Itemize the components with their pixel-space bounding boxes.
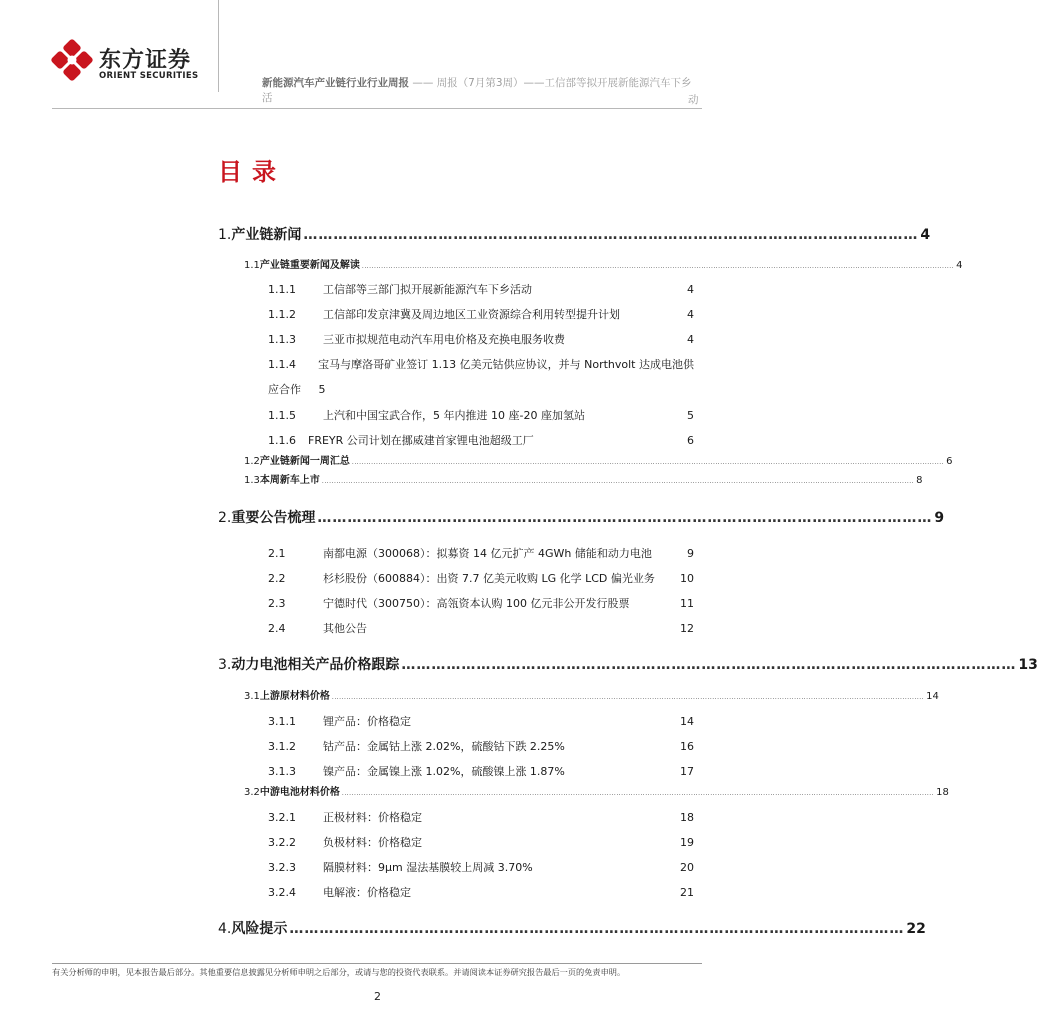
toc-entry-number: 2.4 (268, 622, 286, 635)
toc-entry-number: 2.1 (268, 547, 286, 560)
toc-entry-title: 上游原材料价格 (259, 691, 330, 702)
toc-entry[interactable] (268, 620, 694, 636)
toc-entry-title: 宁德时代（300750）：高瓴资本认购 100 亿元非公开发行股票 (323, 597, 630, 610)
toc-entry-page: 13 (1018, 657, 1038, 673)
toc-entry-page: 19 (680, 836, 694, 849)
toc-entry-title: 正极材料：价格稳定 (323, 811, 422, 824)
toc-entry-title: 重要公告梳理 (231, 510, 316, 526)
orient-logo-icon (52, 40, 92, 80)
footer-rule (52, 963, 702, 964)
toc-entry-title: 隔膜材料：9μm 湿法基膜较上周减 3.70% (323, 861, 533, 874)
toc-entry[interactable] (268, 407, 694, 423)
toc-entry-number: 3.2.1 (268, 811, 296, 824)
toc-entry-number: 1.1.5 (268, 409, 296, 422)
toc-entry-number: 3.1.3 (268, 765, 296, 778)
toc-entry-title: 其他公告 (323, 622, 367, 635)
toc-entry-page: 8 (916, 475, 923, 486)
toc-entry-number: 3.1 (244, 691, 260, 702)
toc-entry-number: 2. (218, 510, 232, 526)
toc-title: 目录 (218, 158, 286, 186)
toc-entry-page: 4 (687, 283, 694, 296)
toc-entry-title: 动力电池相关产品价格跟踪 (231, 657, 400, 673)
toc-entry-title: 南都电源（300068）：拟募资 14 亿元扩产 4GWh 储能和动力电池 (323, 547, 652, 560)
toc-entry[interactable] (268, 545, 694, 561)
toc-leader-dots: …………………………………………………………………………………………………………… (289, 921, 905, 937)
toc-entry-title: FREYR 公司计划在挪威建首家锂电池超级工厂 (308, 434, 534, 447)
toc-entry-number: 4. (218, 921, 232, 937)
toc-entry[interactable] (268, 306, 694, 322)
toc-entry-number: 1.3 (244, 475, 260, 486)
toc-leader-dots: ...................................................................................................................................................................................................................................................... (361, 263, 955, 270)
toc-entry-title: 锂产品：价格稳定 (323, 715, 411, 728)
toc-entry-page: 6 (946, 456, 953, 467)
toc-leader-dots: ...................................................................................................................................................................................................................................................... (331, 694, 925, 701)
toc-entry[interactable] (268, 713, 694, 729)
toc-entry-page: 9 (934, 510, 945, 526)
header-divider-vertical (218, 0, 219, 92)
toc-entry-title: 产业链新闻 (231, 227, 302, 243)
brand-name-en: ORIENT SECURITIES (99, 71, 199, 81)
toc-entry-title: 工信部印发京津冀及周边地区工业资源综合利用转型提升计划 (323, 308, 620, 321)
toc-entry[interactable] (244, 256, 963, 271)
toc-entry-title: 本周新车上市 (259, 475, 320, 486)
toc-entry-title: 上汽和中国宝武合作，5 年内推进 10 座-20 座加氢站 (323, 409, 585, 422)
toc-entry-page: 4 (687, 333, 694, 346)
toc-entry-number: 3.2.4 (268, 886, 296, 899)
toc-entry-page: 10 (680, 572, 694, 585)
toc-entry-number: 2.3 (268, 597, 286, 610)
toc-entry-number: 1.1.1 (268, 283, 296, 296)
toc-leader-dots: …………………………………………………………………………………………………………… (317, 510, 933, 526)
toc-entry-title: 镍产品：金属镍上涨 1.02%，硫酸镍上涨 1.87% (323, 765, 565, 778)
toc-entry[interactable] (268, 738, 694, 754)
toc-entry-page: 5 (687, 409, 694, 422)
brand-name-cn: 东方证券 (99, 48, 192, 73)
company-logo (52, 40, 207, 82)
toc-entry-title: 产业链重要新闻及解读 (259, 260, 360, 271)
toc-entry-page: 9 (687, 547, 694, 560)
toc-entry[interactable] (244, 471, 923, 486)
toc-entry-number: 1.1.3 (268, 333, 296, 346)
toc-entry-page: 18 (936, 787, 949, 798)
toc-entry-title: 负极材料：价格稳定 (323, 836, 422, 849)
toc-entry-page: 16 (680, 740, 694, 753)
toc-entry[interactable] (268, 595, 694, 611)
toc-entry-title: 钴产品：金属钴上涨 2.02%，硫酸钴下跌 2.25% (323, 740, 565, 753)
toc-entry-number: 3.2.2 (268, 836, 296, 849)
toc-entry-number: 3.1.1 (268, 715, 296, 728)
toc-entry[interactable] (218, 918, 926, 938)
toc-leader-dots: ...................................................................................................................................................................................................................................................... (321, 478, 915, 485)
toc-leader-dots: ...................................................................................................................................................................................................................................................... (351, 459, 945, 466)
toc-entry-page: 20 (680, 861, 694, 874)
toc-entry-number: 1.1.6 (268, 434, 296, 447)
report-header (262, 76, 702, 106)
page-number: 2 (374, 990, 381, 1003)
toc-entry-title: 中游电池材料价格 (259, 787, 340, 798)
toc-entry-number: 3.1.2 (268, 740, 296, 753)
toc-leader-dots: ...................................................................................................................................................................................................................................................... (341, 790, 935, 797)
toc-entry-title: 宝马与摩洛哥矿业签订 1.13 亿美元钴供应协议，并与 Northvolt 达成电池供 (318, 358, 694, 371)
toc-entry[interactable] (268, 331, 694, 347)
toc-entry-title: 产业链新闻一周汇总 (259, 456, 350, 467)
toc-entry-number: 1.2 (244, 456, 260, 467)
toc-entry-title: 杉杉股份（600884）：出资 7.7 亿美元收购 LG 化学 LCD 偏光业务 (323, 572, 655, 585)
toc-entry[interactable] (268, 859, 694, 875)
footer-disclaimer: 有关分析师的申明，见本报告最后部分。其他重要信息披露见分析师申明之后部分，或请与您的投资代表联系。并请阅读本证券研究报告最后一页的免责申明。 (52, 967, 626, 977)
toc-entry-number: 1. (218, 227, 232, 243)
toc-entry-title: 电解液：价格稳定 (323, 886, 411, 899)
toc-entry-page: 11 (680, 597, 694, 610)
toc-entry[interactable] (268, 884, 694, 900)
toc-entry-page: 17 (680, 765, 694, 778)
toc-entry-number: 1.1 (244, 260, 260, 271)
toc-entry-page: 14 (926, 691, 939, 702)
toc-entry-number: 3. (218, 657, 232, 673)
toc-entry[interactable] (218, 654, 1038, 674)
toc-entry-page: 4 (920, 227, 931, 243)
toc-entry[interactable] (268, 834, 694, 850)
toc-entry[interactable] (268, 432, 694, 448)
toc-entry-page: 5 (318, 383, 326, 396)
toc-entry-page: 22 (906, 921, 926, 937)
toc-entry-title: 风险提示 (231, 921, 288, 937)
toc-entry[interactable] (268, 570, 694, 586)
report-type: 新能源汽车产业链行业行业周报 (262, 77, 409, 89)
toc-entry-title: 三亚市拟规范电动汽车用电价格及充换电服务收费 (323, 333, 565, 346)
toc-entry[interactable] (268, 281, 694, 297)
report-subtitle: —— 周报（7月第3周）——工信部等拟开展新能源汽车下乡活 (262, 77, 692, 104)
report-subtitle-wrap: 动 (688, 94, 699, 106)
toc-entry-number: 3.2.3 (268, 861, 296, 874)
toc-entry-continuation[interactable] (268, 381, 326, 397)
toc-entry-page: 4 (687, 308, 694, 321)
toc-entry[interactable] (218, 224, 931, 244)
toc-entry-title-cont: 应合作 (268, 383, 301, 396)
toc-entry-page: 4 (956, 260, 963, 271)
toc-entry-number: 1.1.4 (268, 358, 296, 371)
header-rule (52, 108, 702, 109)
toc-entry-page: 21 (680, 886, 694, 899)
toc-entry-page: 14 (680, 715, 694, 728)
toc-entry-number: 3.2 (244, 787, 260, 798)
toc-entry[interactable] (244, 783, 949, 798)
toc-entry[interactable] (218, 507, 945, 527)
toc-entry-page: 18 (680, 811, 694, 824)
toc-entry[interactable] (268, 809, 694, 825)
toc-entry-page: 12 (680, 622, 694, 635)
toc-entry[interactable] (244, 687, 939, 702)
toc-entry-number: 2.2 (268, 572, 286, 585)
toc-entry-title: 工信部等三部门拟开展新能源汽车下乡活动 (323, 283, 532, 296)
toc-leader-dots: …………………………………………………………………………………………………………… (303, 227, 919, 243)
toc-entry-number: 1.1.2 (268, 308, 296, 321)
toc-leader-dots: …………………………………………………………………………………………………………… (401, 657, 1017, 673)
toc-entry[interactable] (268, 356, 694, 372)
toc-entry-page: 6 (687, 434, 694, 447)
toc-entry[interactable] (244, 452, 953, 467)
toc-entry[interactable] (268, 763, 694, 779)
